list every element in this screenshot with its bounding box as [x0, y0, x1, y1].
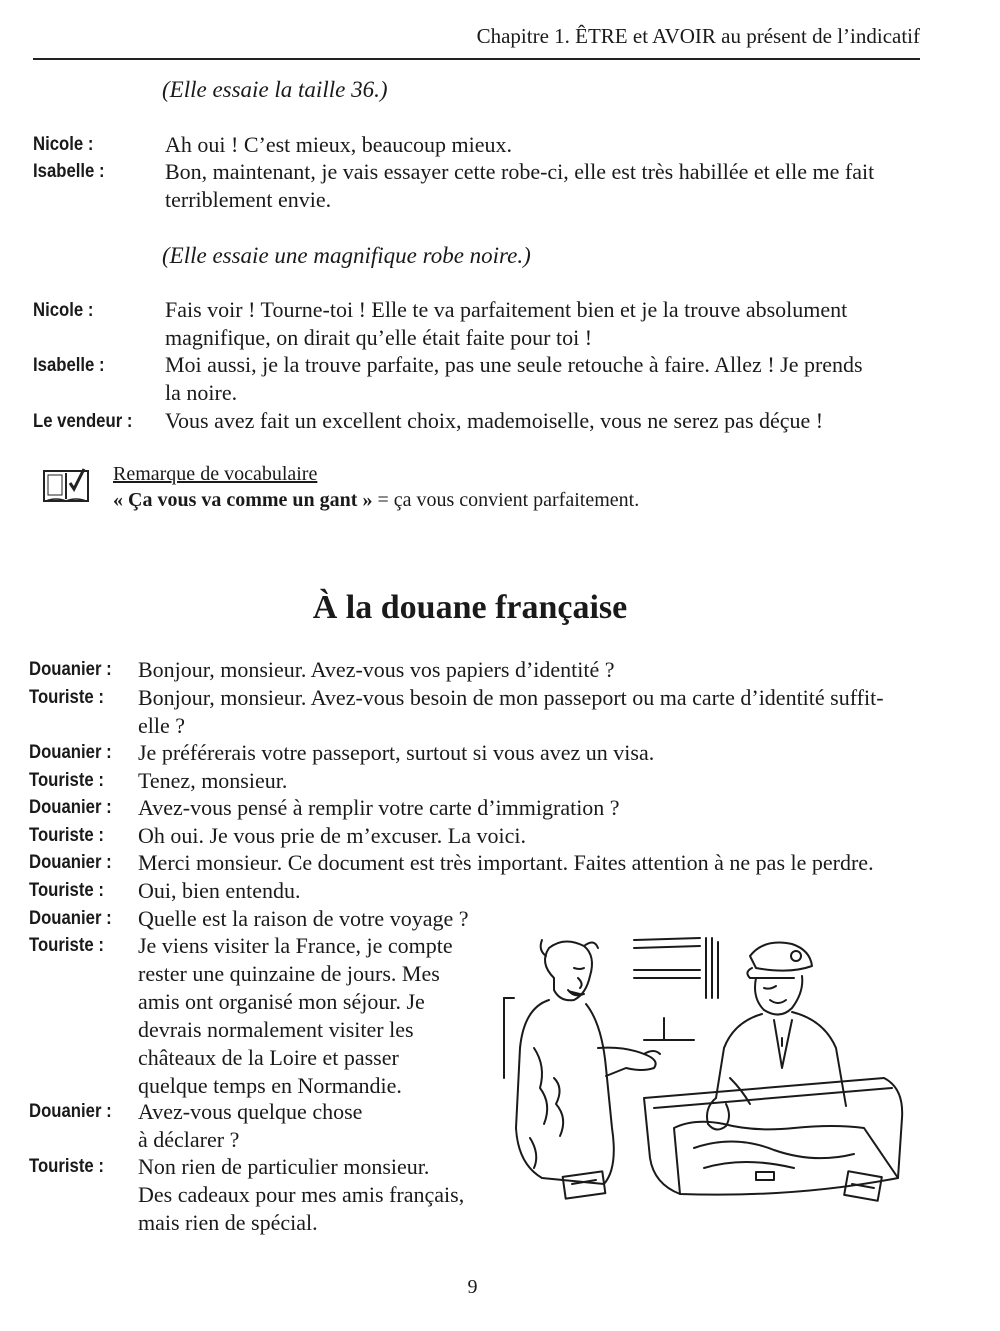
speaker-label: Touriste : — [29, 880, 104, 901]
book-check-icon — [42, 465, 90, 507]
speech-block — [165, 296, 847, 352]
speaker-label: Nicole : — [33, 134, 94, 155]
speech-line: terriblement envie. — [165, 187, 332, 212]
speech-line: rester une quinzaine de jours. Mes — [138, 961, 440, 986]
speech-line: Merci monsieur. Ce document est très important. Faites attention à ne pas le perdre. — [138, 850, 874, 875]
speech-block — [138, 767, 287, 795]
speech-block — [138, 656, 615, 684]
speech-block — [138, 794, 620, 822]
speaker-label: Douanier : — [29, 852, 112, 873]
speaker-label: Isabelle : — [33, 161, 105, 182]
speech-line: Moi aussi, je la trouve parfaite, pas une seule retouche à faire. Allez ! Je prends — [165, 352, 863, 377]
speaker-label: Douanier : — [29, 908, 112, 929]
speaker-label: Nicole : — [33, 300, 94, 321]
speech-block — [138, 1153, 464, 1237]
speaker-label: Douanier : — [29, 1101, 112, 1122]
speech-line: Oh oui. Je vous prie de m’excuser. La voici. — [138, 823, 526, 848]
speech-line: Fais voir ! Tourne-toi ! Elle te va parfaitement bien et je la trouve absolument — [165, 297, 848, 322]
speech-block — [138, 932, 453, 1100]
speech-line: Tenez, monsieur. — [138, 768, 288, 793]
speaker-label: Touriste : — [29, 770, 104, 791]
speech-line: amis ont organisé mon séjour. Je — [138, 989, 425, 1014]
speech-line: à déclarer ? — [138, 1127, 240, 1152]
speech-block — [138, 849, 874, 877]
speech-block — [165, 158, 874, 214]
speech-block — [138, 877, 301, 905]
speaker-label: Touriste : — [29, 935, 104, 956]
speech-line: Bon, maintenant, je vais essayer cette robe-ci, elle est très habillée et elle me fait — [165, 159, 875, 184]
section-title: À la douane française — [312, 589, 628, 626]
speech-line: quelque temps en Normandie. — [138, 1073, 402, 1098]
speech-line: Non rien de particulier monsieur. — [138, 1154, 430, 1179]
speech-line: Bonjour, monsieur. Avez-vous besoin de mon passeport ou ma carte d’identité suffit- — [138, 685, 884, 710]
speech-line: la noire. — [165, 380, 238, 405]
speech-block — [165, 351, 863, 407]
speaker-label: Douanier : — [29, 797, 112, 818]
speaker-label: Douanier : — [29, 659, 112, 680]
remark-title: Remarque de vocabulaire — [113, 463, 318, 485]
speech-block — [138, 684, 884, 740]
speech-line: elle ? — [138, 713, 186, 738]
stage-direction: (Elle essaie une magnifique robe noire.) — [162, 243, 531, 268]
speech-line: Je viens visiter la France, je compte — [138, 933, 453, 958]
speech-line: Oui, bien entendu. — [138, 878, 301, 903]
page-number: 9 — [467, 1276, 478, 1298]
speech-line: Bonjour, monsieur. Avez-vous vos papiers d’identité ? — [138, 657, 615, 682]
stage-direction: (Elle essaie la taille 36.) — [162, 77, 388, 102]
speaker-label: Douanier : — [29, 742, 112, 763]
speech-line: Avez-vous pensé à remplir votre carte d’immigration ? — [138, 795, 620, 820]
speaker-label: Touriste : — [29, 1156, 104, 1177]
remark-meaning: = ça vous convient parfaitement. — [372, 489, 640, 511]
customs-illustration — [494, 928, 926, 1208]
speech-line: Vous avez fait un excellent choix, mademoiselle, vous ne serez pas déçue ! — [165, 408, 824, 433]
speech-block — [165, 131, 512, 159]
speech-line: mais rien de spécial. — [138, 1210, 318, 1235]
speech-line: Quelle est la raison de votre voyage ? — [138, 906, 469, 931]
speaker-label: Isabelle : — [33, 355, 105, 376]
speaker-label: Touriste : — [29, 687, 104, 708]
speaker-label: Le vendeur : — [33, 411, 133, 432]
speaker-label: Touriste : — [29, 825, 104, 846]
speech-line: Avez-vous quelque chose — [138, 1099, 363, 1124]
remark-expression: « Ça vous va comme un gant » — [113, 489, 373, 511]
speech-line: châteaux de la Loire et passer — [138, 1045, 399, 1070]
speech-block — [138, 739, 654, 767]
speech-block — [138, 905, 468, 933]
speech-line: Je préférerais votre passeport, surtout si vous avez un visa. — [138, 740, 655, 765]
speech-block — [138, 822, 526, 850]
speech-line: Ah oui ! C’est mieux, beaucoup mieux. — [165, 132, 513, 157]
speech-block — [165, 407, 823, 435]
speech-line: devrais normalement visiter les — [138, 1017, 414, 1042]
speech-line: magnifique, on dirait qu’elle était faite pour toi ! — [165, 325, 593, 350]
header-rule — [33, 58, 920, 60]
remark-definition — [113, 489, 639, 512]
speech-line: Des cadeaux pour mes amis français, — [138, 1182, 465, 1207]
chapter-header: Chapitre 1. ÊTRE et AVOIR au présent de l’indicatif — [476, 24, 920, 48]
speech-block — [138, 1098, 362, 1154]
